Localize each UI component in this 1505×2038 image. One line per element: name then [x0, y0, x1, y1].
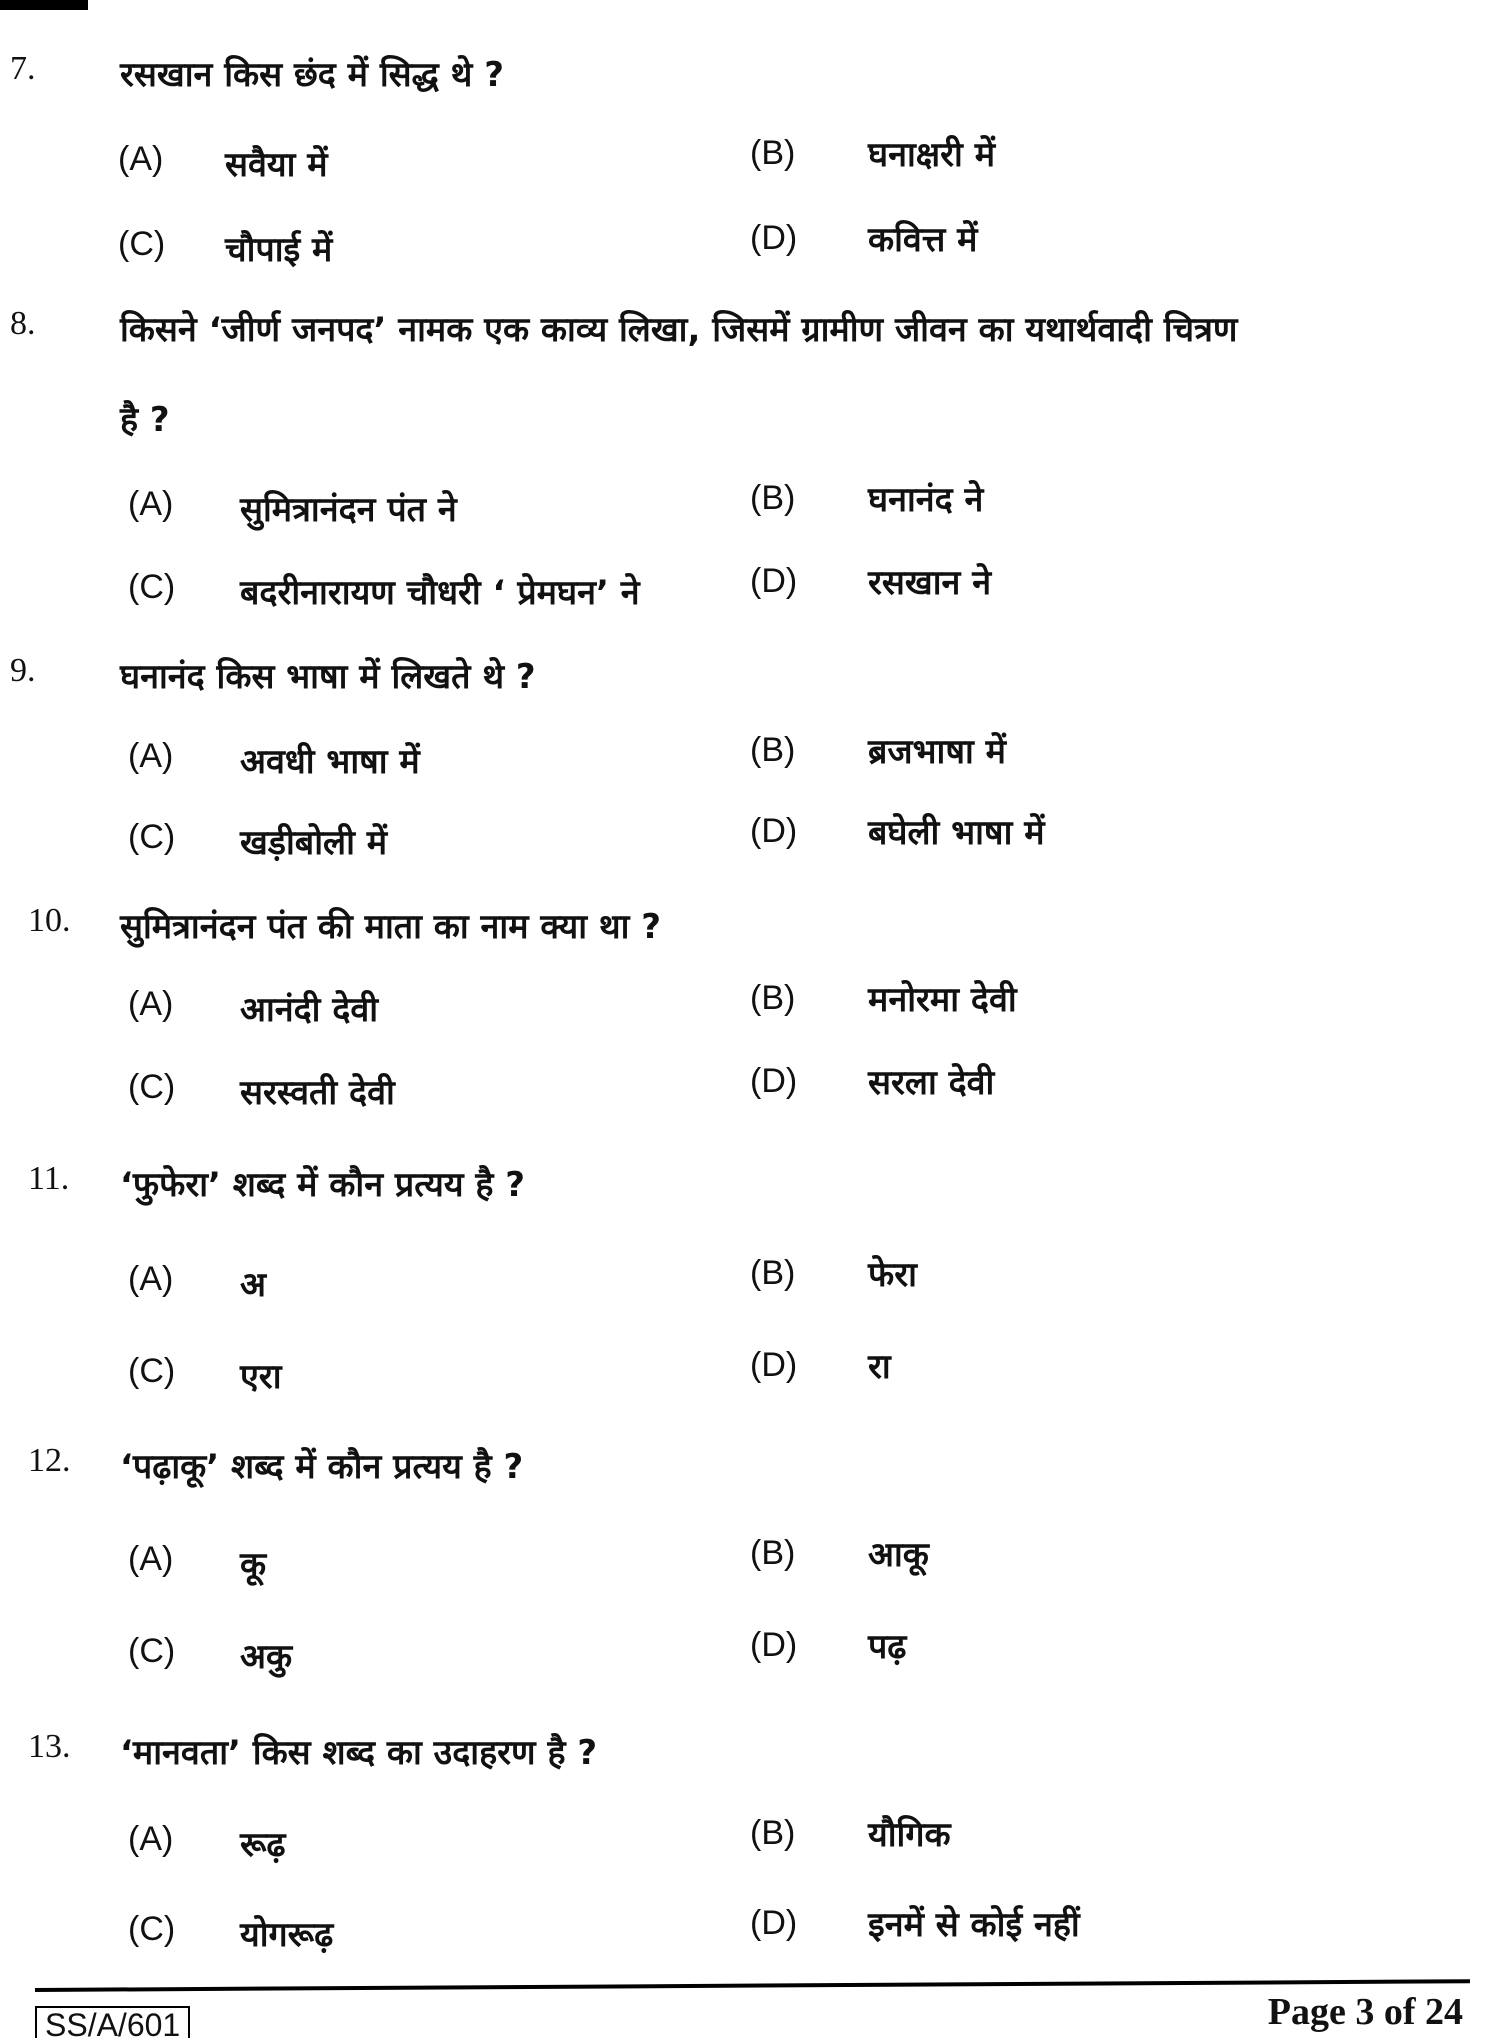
option-text: घनानंद ने — [868, 480, 984, 520]
option-text: चौपाई में — [225, 230, 333, 270]
option-text: रूढ़ — [240, 1825, 286, 1865]
option-text: कू — [240, 1545, 267, 1585]
option-label: (C) — [128, 1068, 176, 1106]
option-label: (C) — [128, 1632, 176, 1670]
option-text: सरला देवी — [868, 1063, 995, 1103]
option-label: (C) — [128, 1910, 176, 1948]
option-label: (D) — [750, 1346, 798, 1384]
question-number: 11. — [28, 1160, 70, 1197]
question-number: 9. — [10, 652, 36, 689]
question-text-continued: है ? — [120, 400, 170, 440]
option-text: सवैया में — [225, 145, 328, 185]
question-number: 7. — [10, 50, 36, 87]
option-label: (B) — [750, 1254, 796, 1292]
option-text: इनमें से कोई नहीं — [868, 1905, 1080, 1945]
option-label: (B) — [750, 1534, 796, 1572]
question-text: सुमित्रानंदन पंत की माता का नाम क्या था ? — [120, 907, 662, 947]
option-label: (C) — [128, 818, 176, 856]
option-label: (B) — [750, 134, 796, 172]
option-text: बदरीनारायण चौधरी ‘ प्रेमघन’ ने — [240, 573, 640, 613]
option-text: अकु — [240, 1637, 293, 1677]
option-label: (A) — [128, 737, 174, 775]
question-text: घनानंद किस भाषा में लिखते थे ? — [120, 657, 536, 697]
option-text: पढ़ — [868, 1627, 907, 1667]
option-label: (D) — [750, 562, 798, 600]
question-number: 12. — [28, 1442, 71, 1479]
option-label: (B) — [750, 731, 796, 769]
option-label: (A) — [128, 1820, 174, 1858]
question-text: ‘पढ़ाकू’ शब्द में कौन प्रत्यय है ? — [120, 1447, 524, 1487]
option-text: फेरा — [868, 1255, 917, 1295]
option-text: मनोरमा देवी — [868, 980, 1017, 1020]
option-label: (A) — [128, 1540, 174, 1578]
option-text: आकू — [868, 1535, 929, 1575]
option-text: आनंदी देवी — [240, 990, 379, 1030]
option-text: एरा — [240, 1357, 282, 1397]
question-number: 13. — [28, 1728, 71, 1765]
option-text: ब्रजभाषा में — [868, 732, 1006, 772]
option-label: (C) — [128, 568, 176, 606]
paper-code: SS/A/601 — [35, 2006, 190, 2038]
option-label: (D) — [750, 219, 798, 257]
option-text: बघेली भाषा में — [868, 813, 1045, 853]
question-text: ‘मानवता’ किस शब्द का उदाहरण है ? — [120, 1733, 598, 1773]
question-number: 8. — [10, 305, 36, 342]
option-text: सुमित्रानंदन पंत ने — [240, 490, 457, 530]
option-label: (A) — [128, 1260, 174, 1298]
option-text: यौगिक — [868, 1815, 951, 1855]
option-label: (D) — [750, 1062, 798, 1100]
option-text: रसखान ने — [868, 563, 992, 603]
option-label: (D) — [750, 812, 798, 850]
option-label: (B) — [750, 979, 796, 1017]
option-text: कवित्त में — [868, 220, 978, 260]
option-text: रा — [868, 1347, 891, 1387]
option-label: (B) — [750, 1814, 796, 1852]
option-label: (A) — [128, 985, 174, 1023]
page-number: Page 3 of 24 — [1267, 1991, 1463, 2033]
option-label: (D) — [750, 1626, 798, 1664]
option-text: योगरूढ़ — [240, 1915, 334, 1955]
question-text: किसने ‘जीर्ण जनपद’ नामक एक काव्य लिखा, जिसमें ग्रामीण जीवन का यथार्थवादी चित्रण — [120, 310, 1238, 350]
option-label: (D) — [750, 1904, 798, 1942]
option-label: (B) — [750, 479, 796, 517]
scan-artifact-bar — [0, 0, 88, 10]
option-label: (C) — [118, 225, 166, 263]
option-text: घनाक्षरी में — [868, 135, 996, 175]
option-label: (A) — [118, 140, 164, 178]
option-text: अ — [240, 1265, 266, 1305]
option-text: खड़ीबोली में — [240, 823, 388, 863]
footer-divider — [35, 1979, 1470, 1992]
option-text: अवधी भाषा में — [240, 742, 420, 782]
option-text: सरस्वती देवी — [240, 1073, 395, 1113]
option-label: (C) — [128, 1352, 176, 1390]
question-number: 10. — [28, 902, 71, 939]
question-text: रसखान किस छंद में सिद्ध थे ? — [120, 55, 504, 95]
option-label: (A) — [128, 485, 174, 523]
question-text: ‘फुफेरा’ शब्द में कौन प्रत्यय है ? — [120, 1165, 526, 1205]
